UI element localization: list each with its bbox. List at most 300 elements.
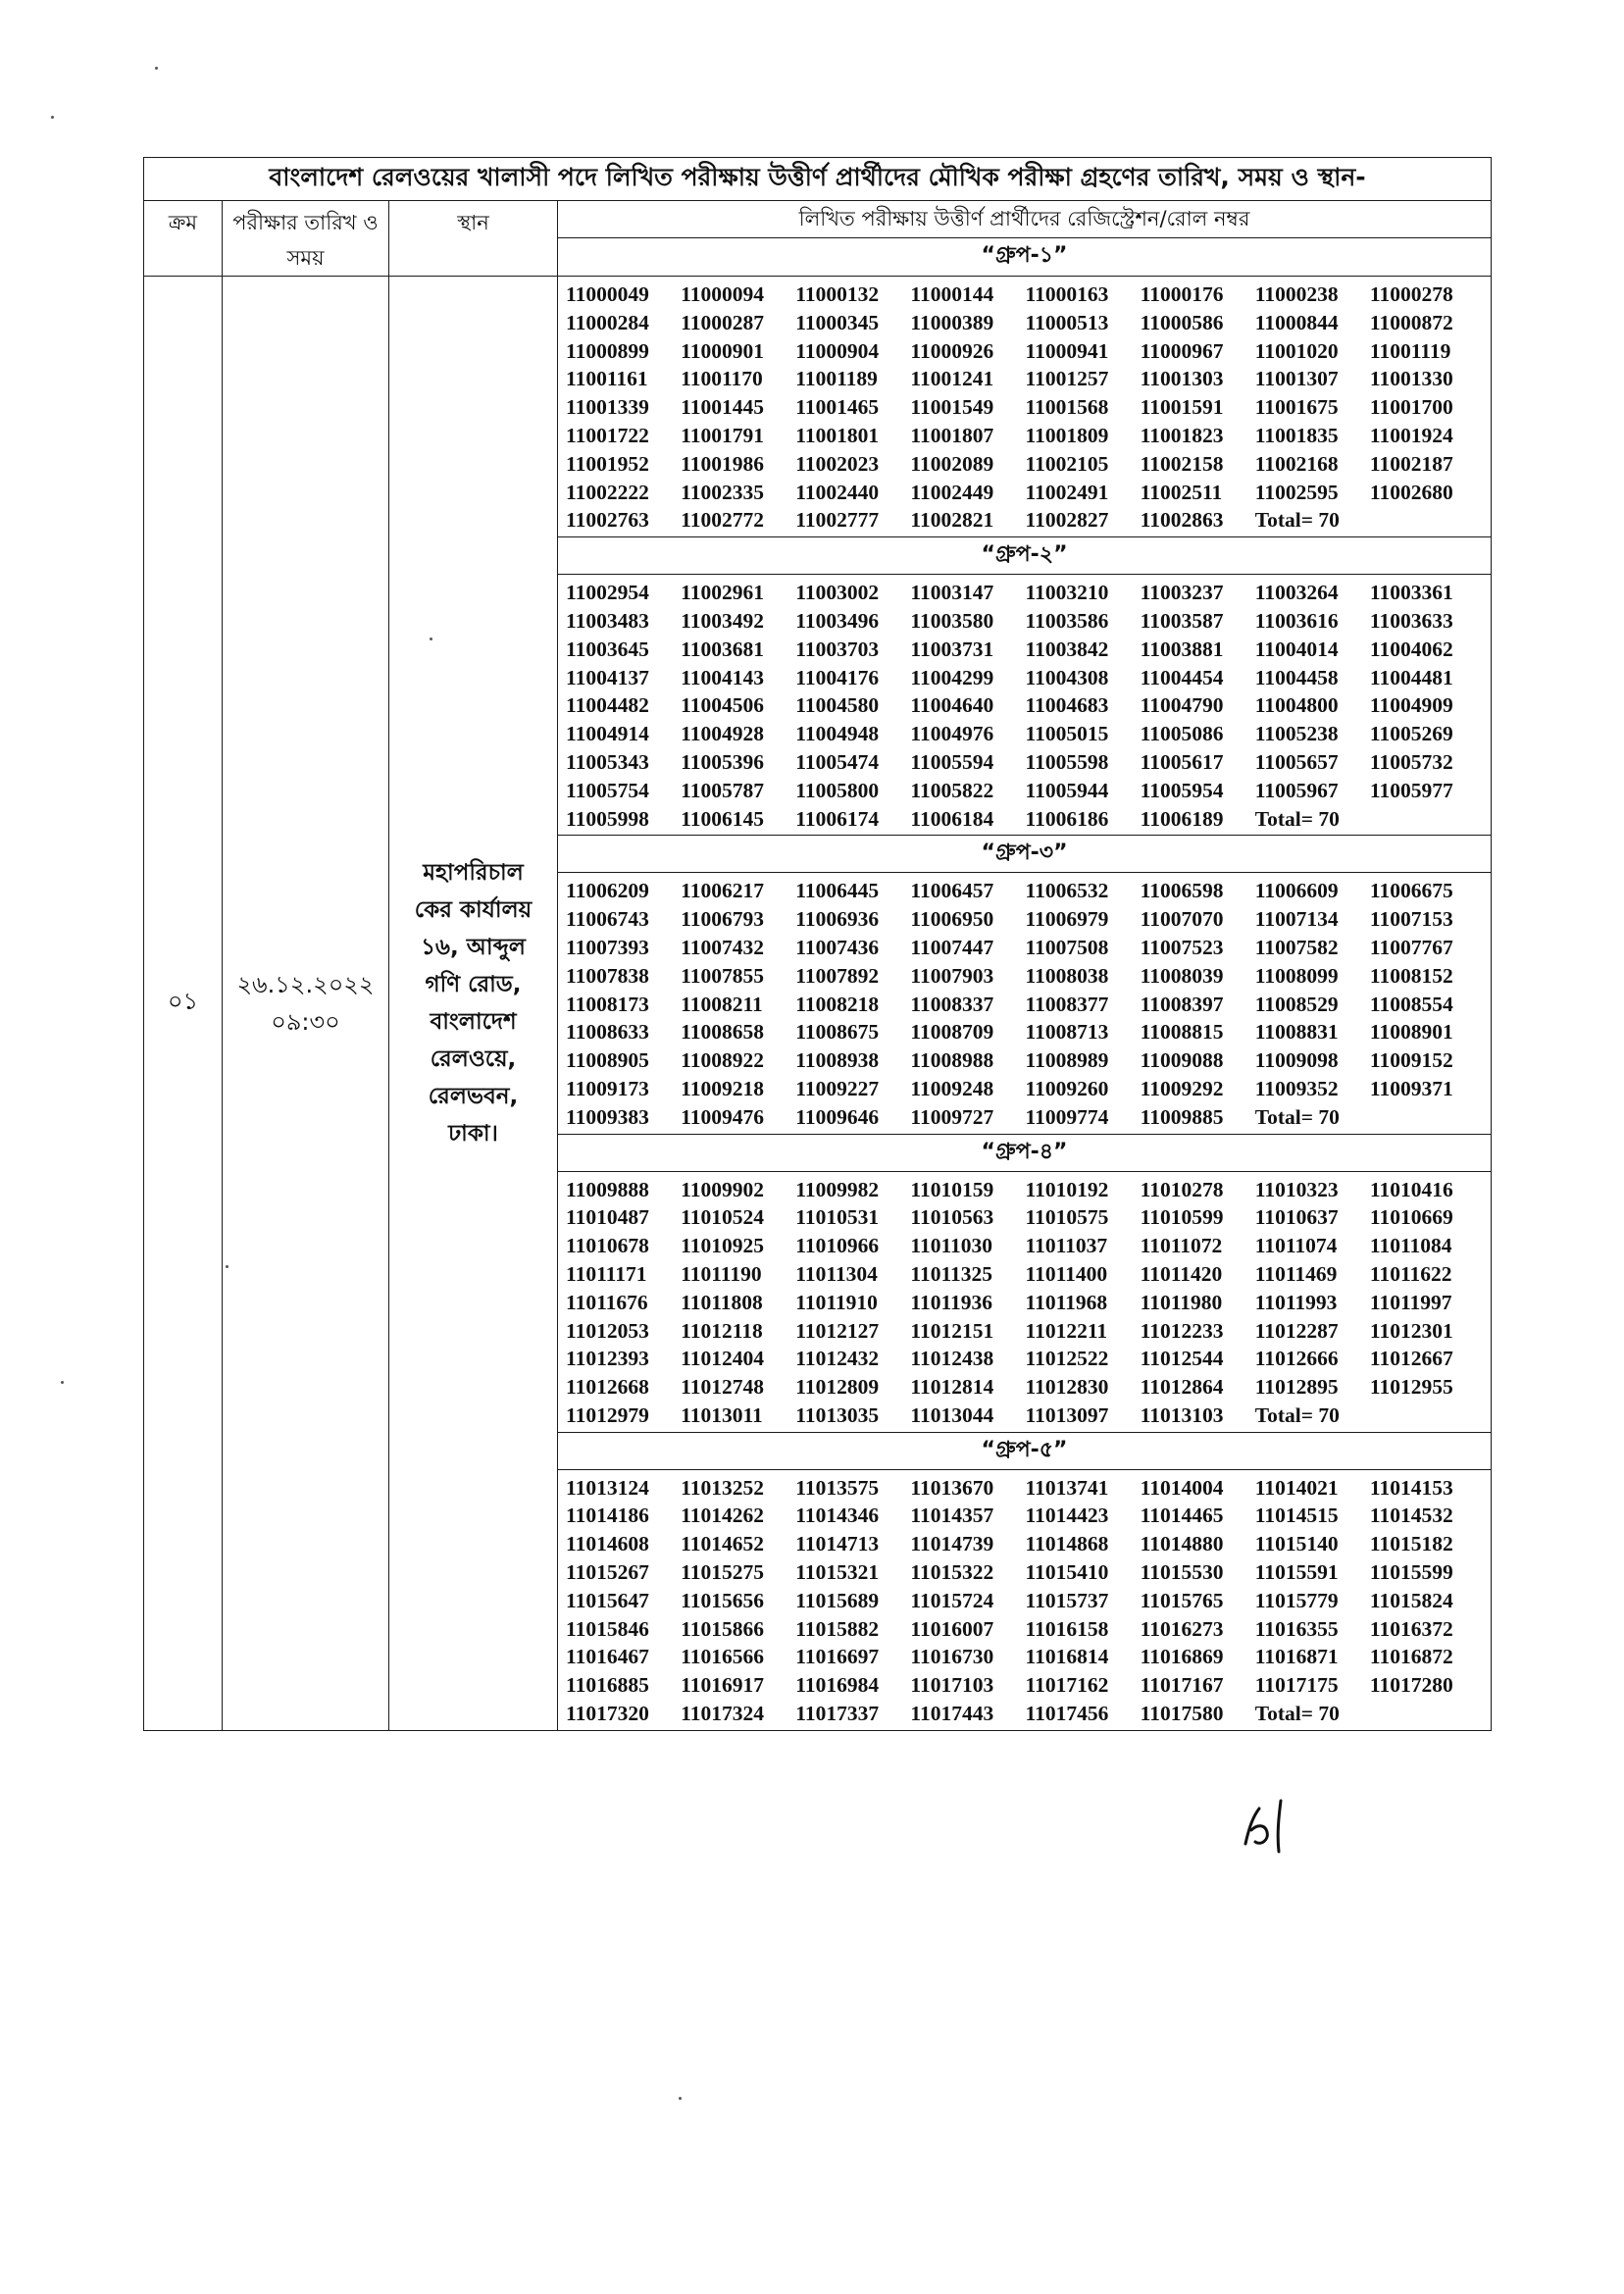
roll-number: 11006209 — [566, 879, 649, 903]
roll-number: 11008211 — [681, 992, 763, 1016]
roll-number: 11014004 — [1140, 1475, 1224, 1500]
roll-number: 11004176 — [795, 665, 880, 689]
roll-number: 11015866 — [681, 1616, 764, 1641]
roll-number: 11012544 — [1140, 1347, 1224, 1371]
roll-number: 11007432 — [681, 935, 764, 959]
roll-number: 11008377 — [1025, 992, 1109, 1016]
roll-number: 11011037 — [1025, 1234, 1108, 1258]
roll-number: 11008658 — [681, 1020, 764, 1045]
group-rolls — [558, 1171, 1492, 1432]
roll-number: 11004683 — [1025, 693, 1109, 718]
roll-number: 11007582 — [1254, 935, 1339, 959]
roll-number: 11002827 — [1025, 508, 1109, 533]
roll-number: 11014713 — [795, 1532, 880, 1556]
roll-number: 11000904 — [795, 338, 880, 363]
group-rolls — [558, 277, 1492, 537]
roll-number: 11014465 — [1140, 1504, 1224, 1528]
place-line: কের কার্যালয় — [414, 896, 533, 923]
roll-number: 11017580 — [1140, 1702, 1224, 1726]
roll-number: 11008554 — [1369, 992, 1453, 1016]
roll-number: 11008989 — [1025, 1048, 1109, 1073]
roll-number: 11005598 — [1025, 749, 1109, 774]
roll-number: 11012151 — [910, 1318, 994, 1343]
roll-number: 11013103 — [1140, 1402, 1224, 1427]
roll-number: 11000345 — [795, 310, 880, 334]
roll-number: 11007436 — [795, 935, 880, 959]
roll-number: 11009646 — [795, 1104, 880, 1129]
roll-number: 11009218 — [681, 1076, 764, 1100]
roll-number: 11012809 — [795, 1375, 880, 1400]
roll-grid — [566, 1474, 1485, 1728]
roll-number: 11015689 — [795, 1588, 880, 1612]
roll-number: 11000278 — [1369, 282, 1453, 306]
roll-number: 11015591 — [1254, 1560, 1339, 1585]
roll-number: 11003210 — [1025, 581, 1109, 605]
place-line: মহাপরিচাল — [423, 859, 524, 886]
roll-number: 11015882 — [795, 1616, 880, 1641]
roll-number: 11011936 — [910, 1290, 993, 1314]
roll-number: 11006186 — [1025, 806, 1109, 831]
group-heading: “গ্রুপ-৫” — [558, 1432, 1492, 1469]
roll-number: 11001801 — [795, 423, 880, 447]
roll-number: 11005944 — [1025, 778, 1109, 802]
roll-number: 11009260 — [1025, 1076, 1109, 1100]
roll-number: 11005396 — [681, 749, 764, 774]
roll-number: 11004137 — [566, 665, 649, 689]
roll-number: 11010524 — [681, 1205, 764, 1230]
roll-number: 11001700 — [1369, 395, 1453, 420]
roll-number: 11014262 — [681, 1504, 764, 1528]
roll-number: 11011420 — [1140, 1261, 1223, 1286]
roll-number: 11009774 — [1025, 1104, 1109, 1129]
date-time-cell — [223, 277, 389, 1731]
roll-number: 11006609 — [1254, 879, 1339, 903]
roll-number: 11002491 — [1025, 480, 1109, 504]
scan-speck — [226, 1265, 228, 1268]
roll-number: 11014515 — [1254, 1504, 1339, 1528]
roll-number: 11009173 — [566, 1076, 649, 1100]
roll-number: 11016007 — [910, 1616, 994, 1641]
roll-number: 11016273 — [1140, 1616, 1224, 1641]
table-title: বাংলাদেশ রেলওয়ের খালাসী পদে লিখিত পরীক্ষায় উত্তীর্ণ প্রার্থীদের মৌখিক পরীক্ষা গ্রহণের তারিখ, সময় ও স্থান- — [144, 158, 1492, 201]
roll-number: 11009088 — [1140, 1048, 1224, 1073]
roll-number: 11008988 — [910, 1048, 994, 1073]
exam-time: ০৯:৩০ — [271, 1007, 340, 1036]
roll-number: 11002222 — [566, 480, 649, 504]
roll-number: 11012830 — [1025, 1375, 1109, 1400]
roll-number: 11017175 — [1254, 1673, 1339, 1698]
roll-number: 11011980 — [1140, 1290, 1223, 1314]
roll-number: 11005617 — [1140, 749, 1224, 774]
roll-number: 11008905 — [566, 1048, 649, 1073]
roll-number: 11005998 — [566, 806, 649, 831]
roll-number: 11006217 — [681, 879, 764, 903]
roll-number: 11004928 — [681, 722, 764, 746]
roll-number: 11010669 — [1369, 1205, 1453, 1230]
roll-number: 11003703 — [795, 637, 880, 661]
roll-number: 11017103 — [910, 1673, 994, 1698]
roll-number: 11007070 — [1140, 907, 1224, 932]
roll-number: 11012438 — [910, 1347, 994, 1371]
roll-number: 11001241 — [910, 367, 994, 391]
roll-number: 11002863 — [1140, 508, 1224, 533]
header-place: স্থান — [389, 201, 558, 277]
roll-number: 11007838 — [566, 963, 649, 988]
roll-number: 11004580 — [795, 693, 880, 718]
roll-number: 11004482 — [566, 693, 649, 718]
roll-number: 11009352 — [1254, 1076, 1339, 1100]
roll-number: 11011190 — [681, 1261, 762, 1286]
header-date-time: পরীক্ষার তারিখ ও সময় — [223, 201, 389, 277]
roll-number: 11014186 — [566, 1504, 649, 1528]
roll-number: 11004308 — [1025, 665, 1109, 689]
roll-number: 11008218 — [795, 992, 880, 1016]
roll-number: 11016917 — [681, 1673, 764, 1698]
roll-number: 11000513 — [1025, 310, 1109, 334]
roll-number: 11016730 — [910, 1645, 994, 1669]
roll-grid — [566, 1176, 1485, 1430]
roll-number: 11014357 — [910, 1504, 994, 1528]
roll-number: 11013741 — [1025, 1475, 1109, 1500]
roll-number: 11003237 — [1140, 581, 1224, 605]
scan-speck — [679, 2097, 682, 2100]
roll-number: 11010637 — [1254, 1205, 1339, 1230]
roll-number: 11005967 — [1254, 778, 1339, 802]
roll-number: 11003483 — [566, 608, 649, 633]
roll-number: 11004299 — [910, 665, 994, 689]
roll-number: 11016872 — [1369, 1645, 1453, 1669]
roll-number: 11006979 — [1025, 907, 1109, 932]
roll-number: 11009292 — [1140, 1076, 1224, 1100]
roll-number: 11002168 — [1254, 451, 1339, 476]
roll-number: 11005754 — [566, 778, 649, 802]
roll-number: 11009248 — [910, 1076, 994, 1100]
roll-number: 11002821 — [910, 508, 994, 533]
roll-number: 11008337 — [910, 992, 994, 1016]
roll-number: 11003731 — [910, 637, 994, 661]
roll-number: 11003580 — [910, 608, 994, 633]
roll-number: 11011993 — [1254, 1290, 1338, 1314]
scan-speck — [61, 1381, 64, 1384]
exam-date: ২৬.১২.২০২২ — [236, 970, 375, 998]
roll-number: 11012233 — [1140, 1318, 1224, 1343]
roll-number: 11001445 — [681, 395, 764, 420]
roll-number: 11016871 — [1254, 1645, 1339, 1669]
roll-number: 11011400 — [1025, 1261, 1108, 1286]
roll-number: 11000941 — [1025, 338, 1109, 363]
roll-number: 11000049 — [566, 282, 649, 306]
roll-number: 11000926 — [910, 338, 994, 363]
group-heading: “গ্রুপ-৩” — [558, 836, 1492, 873]
roll-number: 11012287 — [1254, 1318, 1339, 1343]
scan-speck — [430, 637, 432, 640]
roll-number: 11011171 — [566, 1261, 647, 1286]
roll-number: 11010925 — [681, 1234, 764, 1258]
roll-number: 11001807 — [910, 423, 994, 447]
roll-number: 11015724 — [910, 1588, 994, 1612]
roll-number: 11006936 — [795, 907, 880, 932]
roll-number: 11005238 — [1254, 722, 1339, 746]
roll-number: 11001307 — [1254, 367, 1339, 391]
roll-number: 11015779 — [1254, 1588, 1339, 1612]
roll-number: 11008633 — [566, 1020, 649, 1045]
roll-number: 11016814 — [1025, 1645, 1109, 1669]
roll-number: 11012127 — [795, 1318, 880, 1343]
group-rolls — [558, 873, 1492, 1134]
group-heading: “গ্রুপ-২” — [558, 537, 1492, 575]
roll-number: 11002763 — [566, 508, 649, 533]
roll-number: 11006174 — [795, 806, 880, 831]
roll-number: 11002335 — [681, 480, 764, 504]
roll-number: 11013252 — [681, 1475, 764, 1500]
roll-number: 11011074 — [1254, 1234, 1338, 1258]
roll-number: 11011997 — [1369, 1290, 1452, 1314]
roll-number: 11001952 — [566, 451, 649, 476]
roll-number: 11006445 — [795, 879, 880, 903]
roll-number: 11000238 — [1254, 282, 1339, 306]
roll-number: 11015765 — [1140, 1588, 1224, 1612]
roll-number: 11012895 — [1254, 1375, 1339, 1400]
group-rolls — [558, 1469, 1492, 1730]
roll-number: 11016355 — [1254, 1616, 1339, 1641]
roll-number: 11011676 — [566, 1290, 648, 1314]
roll-number: 11017337 — [795, 1702, 880, 1726]
roll-number: 11008039 — [1140, 963, 1224, 988]
roll-number: 11005822 — [910, 778, 994, 802]
scan-speck — [155, 67, 158, 70]
roll-number: 11016566 — [681, 1645, 764, 1669]
roll-number: 11011808 — [681, 1290, 763, 1314]
roll-number: 11009152 — [1369, 1048, 1453, 1073]
roll-number: 11011084 — [1369, 1234, 1452, 1258]
roll-number: 11011072 — [1140, 1234, 1223, 1258]
roll-number: 11007892 — [795, 963, 880, 988]
roll-number: 11014532 — [1369, 1504, 1453, 1528]
roll-number: 11009902 — [681, 1177, 764, 1201]
roll-number: 11008397 — [1140, 992, 1224, 1016]
roll-number: 11015530 — [1140, 1560, 1224, 1585]
roll-number: 11000284 — [566, 310, 649, 334]
roll-number: 11003002 — [795, 581, 880, 605]
roll-number: 11005657 — [1254, 749, 1339, 774]
roll-number: 11001722 — [566, 423, 649, 447]
roll-number: 11008901 — [1369, 1020, 1453, 1045]
roll-number: 11000586 — [1140, 310, 1224, 334]
roll-number: 11014868 — [1025, 1532, 1109, 1556]
roll-number: 11010531 — [795, 1205, 880, 1230]
roll-number: 11006189 — [1140, 806, 1224, 831]
place-line: রেলওয়ে, — [430, 1045, 517, 1072]
roll-number: 11005015 — [1025, 722, 1109, 746]
roll-number: 11016697 — [795, 1645, 880, 1669]
roll-number: 11007855 — [681, 963, 764, 988]
roll-number: 11012301 — [1369, 1318, 1453, 1343]
roll-number: 11003881 — [1140, 637, 1224, 661]
roll-number: 11002511 — [1140, 480, 1223, 504]
roll-number: 11006532 — [1025, 879, 1109, 903]
roll-number: 11015599 — [1369, 1560, 1453, 1585]
roll-number: 11001119 — [1369, 338, 1451, 363]
roll-number: 11015846 — [566, 1616, 649, 1641]
roll-number: 11003496 — [795, 608, 880, 633]
roll-number: 11011325 — [910, 1261, 993, 1286]
roll-number: 11004790 — [1140, 693, 1224, 718]
roll-number: 11017324 — [681, 1702, 764, 1726]
roll-number: 11017167 — [1140, 1673, 1224, 1698]
roll-number: 11001189 — [795, 367, 878, 391]
roll-number: 11012522 — [1025, 1347, 1109, 1371]
roll-number: 11012668 — [566, 1375, 649, 1400]
roll-number: 11011030 — [910, 1234, 993, 1258]
roll-number: 11005732 — [1369, 749, 1453, 774]
roll-number: 11000144 — [910, 282, 994, 306]
group-total: Total= 70 — [1254, 806, 1340, 831]
roll-number: 11002440 — [795, 480, 880, 504]
roll-number: 11013575 — [795, 1475, 880, 1500]
roll-number: 11006145 — [681, 806, 764, 831]
roll-number: 11007393 — [566, 935, 649, 959]
roll-number: 11009227 — [795, 1076, 880, 1100]
roll-number: 11001835 — [1254, 423, 1339, 447]
roll-number: 11006457 — [910, 879, 994, 903]
roll-number: 11007153 — [1369, 907, 1453, 932]
roll-number: 11016467 — [566, 1645, 649, 1669]
roll-number: 11003616 — [1254, 608, 1339, 633]
roll-number: 11001303 — [1140, 367, 1224, 391]
roll-number: 11017456 — [1025, 1702, 1109, 1726]
roll-number: 11011304 — [795, 1261, 878, 1286]
roll-number: 11014153 — [1369, 1475, 1453, 1500]
roll-number: 11000389 — [910, 310, 994, 334]
roll-number: 11012955 — [1369, 1375, 1453, 1400]
roll-number: 11001809 — [1025, 423, 1109, 447]
roll-number: 11015321 — [795, 1560, 880, 1585]
roll-number: 11015267 — [566, 1560, 649, 1585]
serial-number: ০১ — [167, 987, 199, 1015]
roll-number: 11017162 — [1025, 1673, 1109, 1698]
roll-number: 11002777 — [795, 508, 880, 533]
roll-number: 11012432 — [795, 1347, 880, 1371]
roll-number: 11013124 — [566, 1475, 649, 1500]
roll-number: 11014346 — [795, 1504, 880, 1528]
roll-number: 11008038 — [1025, 963, 1109, 988]
roll-grid — [566, 280, 1485, 535]
roll-number: 11009383 — [566, 1104, 649, 1129]
roll-number: 11000132 — [795, 282, 880, 306]
roll-number: 11008675 — [795, 1020, 880, 1045]
roll-number: 11015656 — [681, 1588, 764, 1612]
roll-number: 11003681 — [681, 637, 764, 661]
place-line: গণি রোড, — [425, 971, 522, 997]
roll-number: 11008713 — [1025, 1020, 1109, 1045]
roll-number: 11006950 — [910, 907, 994, 932]
roll-number: 11012211 — [1025, 1318, 1108, 1343]
roll-number: 11015275 — [681, 1560, 764, 1585]
roll-number: 11012666 — [1254, 1347, 1339, 1371]
roll-number: 11000176 — [1140, 282, 1224, 306]
roll-number: 11014021 — [1254, 1475, 1339, 1500]
roll-number: 11008152 — [1369, 963, 1453, 988]
roll-number: 11008709 — [910, 1020, 994, 1045]
place-line: বাংলাদেশ — [430, 1008, 517, 1035]
roll-number: 11003264 — [1254, 581, 1339, 605]
roll-number: 11010966 — [795, 1234, 880, 1258]
roll-number: 11010323 — [1254, 1177, 1339, 1201]
scan-speck — [51, 116, 54, 119]
roll-number: 11004481 — [1369, 665, 1453, 689]
roll-number: 11001591 — [1140, 395, 1224, 420]
roll-number: 11004948 — [795, 722, 880, 746]
roll-number: 11003645 — [566, 637, 649, 661]
roll-number: 11003633 — [1369, 608, 1453, 633]
roll-number: 11015140 — [1254, 1532, 1339, 1556]
roll-number: 11014608 — [566, 1532, 649, 1556]
roll-number: 11012393 — [566, 1347, 649, 1371]
roll-number: 11008938 — [795, 1048, 880, 1073]
roll-number: 11005954 — [1140, 778, 1224, 802]
roll-number: 11004458 — [1254, 665, 1339, 689]
roll-number: 11015737 — [1025, 1588, 1109, 1612]
roll-number: 11002595 — [1254, 480, 1339, 504]
group-total: Total= 70 — [1254, 508, 1340, 533]
group-total: Total= 70 — [1254, 1104, 1340, 1129]
roll-number: 11001330 — [1369, 367, 1453, 391]
roll-grid — [566, 877, 1485, 1131]
roll-number: 11013097 — [1025, 1402, 1109, 1427]
roll-number: 11000872 — [1369, 310, 1453, 334]
roll-number: 11002961 — [681, 581, 764, 605]
roll-number: 11016372 — [1369, 1616, 1453, 1641]
signature-initials — [1232, 1787, 1310, 1865]
roll-number: 11001161 — [566, 367, 648, 391]
roll-number: 11015824 — [1369, 1588, 1453, 1612]
roll-number: 11002772 — [681, 508, 764, 533]
group-total: Total= 70 — [1254, 1402, 1340, 1427]
roll-number: 11002449 — [910, 480, 994, 504]
roll-number: 11005474 — [795, 749, 880, 774]
group-heading: “গ্রুপ-১” — [558, 237, 1492, 276]
roll-number: 11011910 — [795, 1290, 878, 1314]
roll-number: 11016869 — [1140, 1645, 1224, 1669]
roll-number: 11008529 — [1254, 992, 1339, 1016]
roll-number: 11010278 — [1140, 1177, 1224, 1201]
roll-number: 11011469 — [1254, 1261, 1338, 1286]
roll-number: 11010192 — [1025, 1177, 1109, 1201]
roll-number: 11010678 — [566, 1234, 649, 1258]
roll-number: 11007447 — [910, 935, 994, 959]
roll-number: 11012979 — [566, 1402, 649, 1427]
roll-number: 11002954 — [566, 581, 649, 605]
roll-number: 11007903 — [910, 963, 994, 988]
roll-number: 11012748 — [681, 1375, 764, 1400]
roll-number: 11001924 — [1369, 423, 1453, 447]
roll-number: 11017280 — [1369, 1673, 1453, 1698]
roll-number: 11013011 — [681, 1402, 763, 1427]
roll-number: 11003586 — [1025, 608, 1109, 633]
roll-number: 11007134 — [1254, 907, 1339, 932]
roll-number: 11001465 — [795, 395, 880, 420]
roll-grid — [566, 579, 1485, 833]
roll-number: 11016885 — [566, 1673, 649, 1698]
roll-number: 11005800 — [795, 778, 880, 802]
roll-number: 11001675 — [1254, 395, 1339, 420]
place-line: ঢাকা। — [448, 1120, 498, 1147]
roll-number: 11003147 — [910, 581, 994, 605]
roll-number: 11013670 — [910, 1475, 994, 1500]
roll-number: 11010416 — [1369, 1177, 1453, 1201]
roll-number: 11010599 — [1140, 1205, 1224, 1230]
roll-number: 11010563 — [910, 1205, 994, 1230]
